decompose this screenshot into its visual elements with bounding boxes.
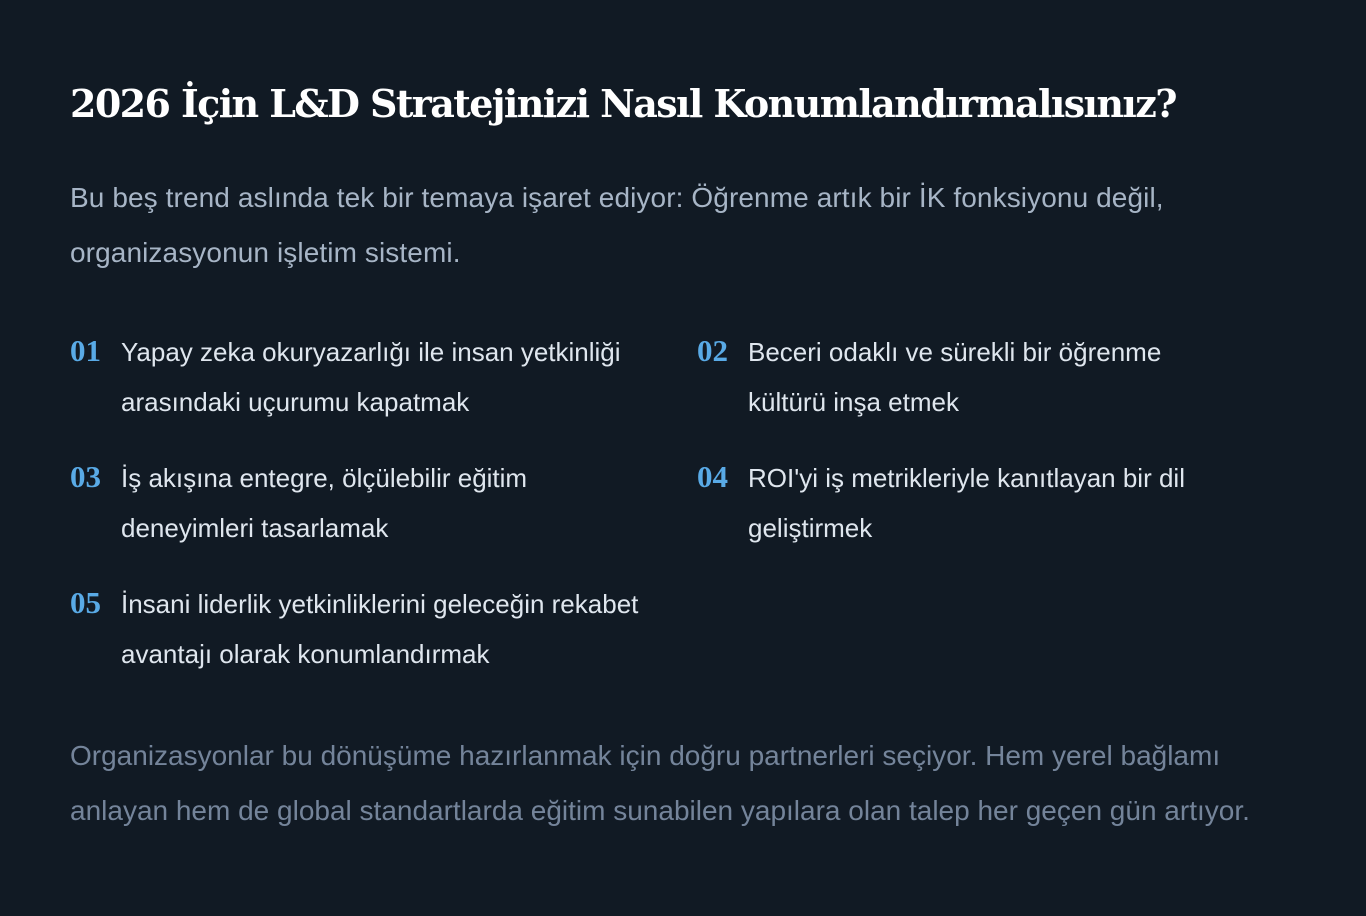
- item-number: 02: [697, 333, 728, 368]
- list-item: [70, 326, 670, 427]
- intro-paragraph: Bu beş trend aslında tek bir temaya işaret ediyor: Öğrenme artık bir İK fonksiyonu değil, organizasyonun işletim sistemi.: [70, 182, 1164, 268]
- list-item: [697, 326, 1297, 427]
- item-number: 01: [70, 333, 101, 368]
- item-text: Beceri odaklı ve sürekli bir öğrenme kültürü inşa etmek: [748, 337, 1162, 417]
- list-item: [70, 578, 670, 679]
- closing-paragraph: Organizasyonlar bu dönüşüme hazırlanmak için doğru partnerleri seçiyor. Hem yerel bağlamı anlayan hem de global standartlarda eğitim sunabilen yapılara olan talep her geçen gün artıyor.: [70, 740, 1250, 826]
- list-item: [697, 452, 1297, 553]
- item-number: 04: [697, 459, 728, 494]
- section-title: 2026 İçin L&D Stratejinizi Nasıl Konumlandırmalısınız?: [70, 81, 1176, 126]
- list-item: [70, 452, 670, 553]
- item-text: İnsani liderlik yetkinliklerini geleceğin rekabet avantajı olarak konumlandırmak: [121, 589, 639, 669]
- item-text: Yapay zeka okuryazarlığı ile insan yetkinliği arasındaki uçurumu kapatmak: [121, 337, 621, 417]
- item-number: 05: [70, 585, 101, 620]
- item-text: ROI'yi iş metrikleriyle kanıtlayan bir dil geliştirmek: [748, 463, 1185, 543]
- item-number: 03: [70, 459, 101, 494]
- item-text: İş akışına entegre, ölçülebilir eğitim deneyimleri tasarlamak: [121, 463, 528, 543]
